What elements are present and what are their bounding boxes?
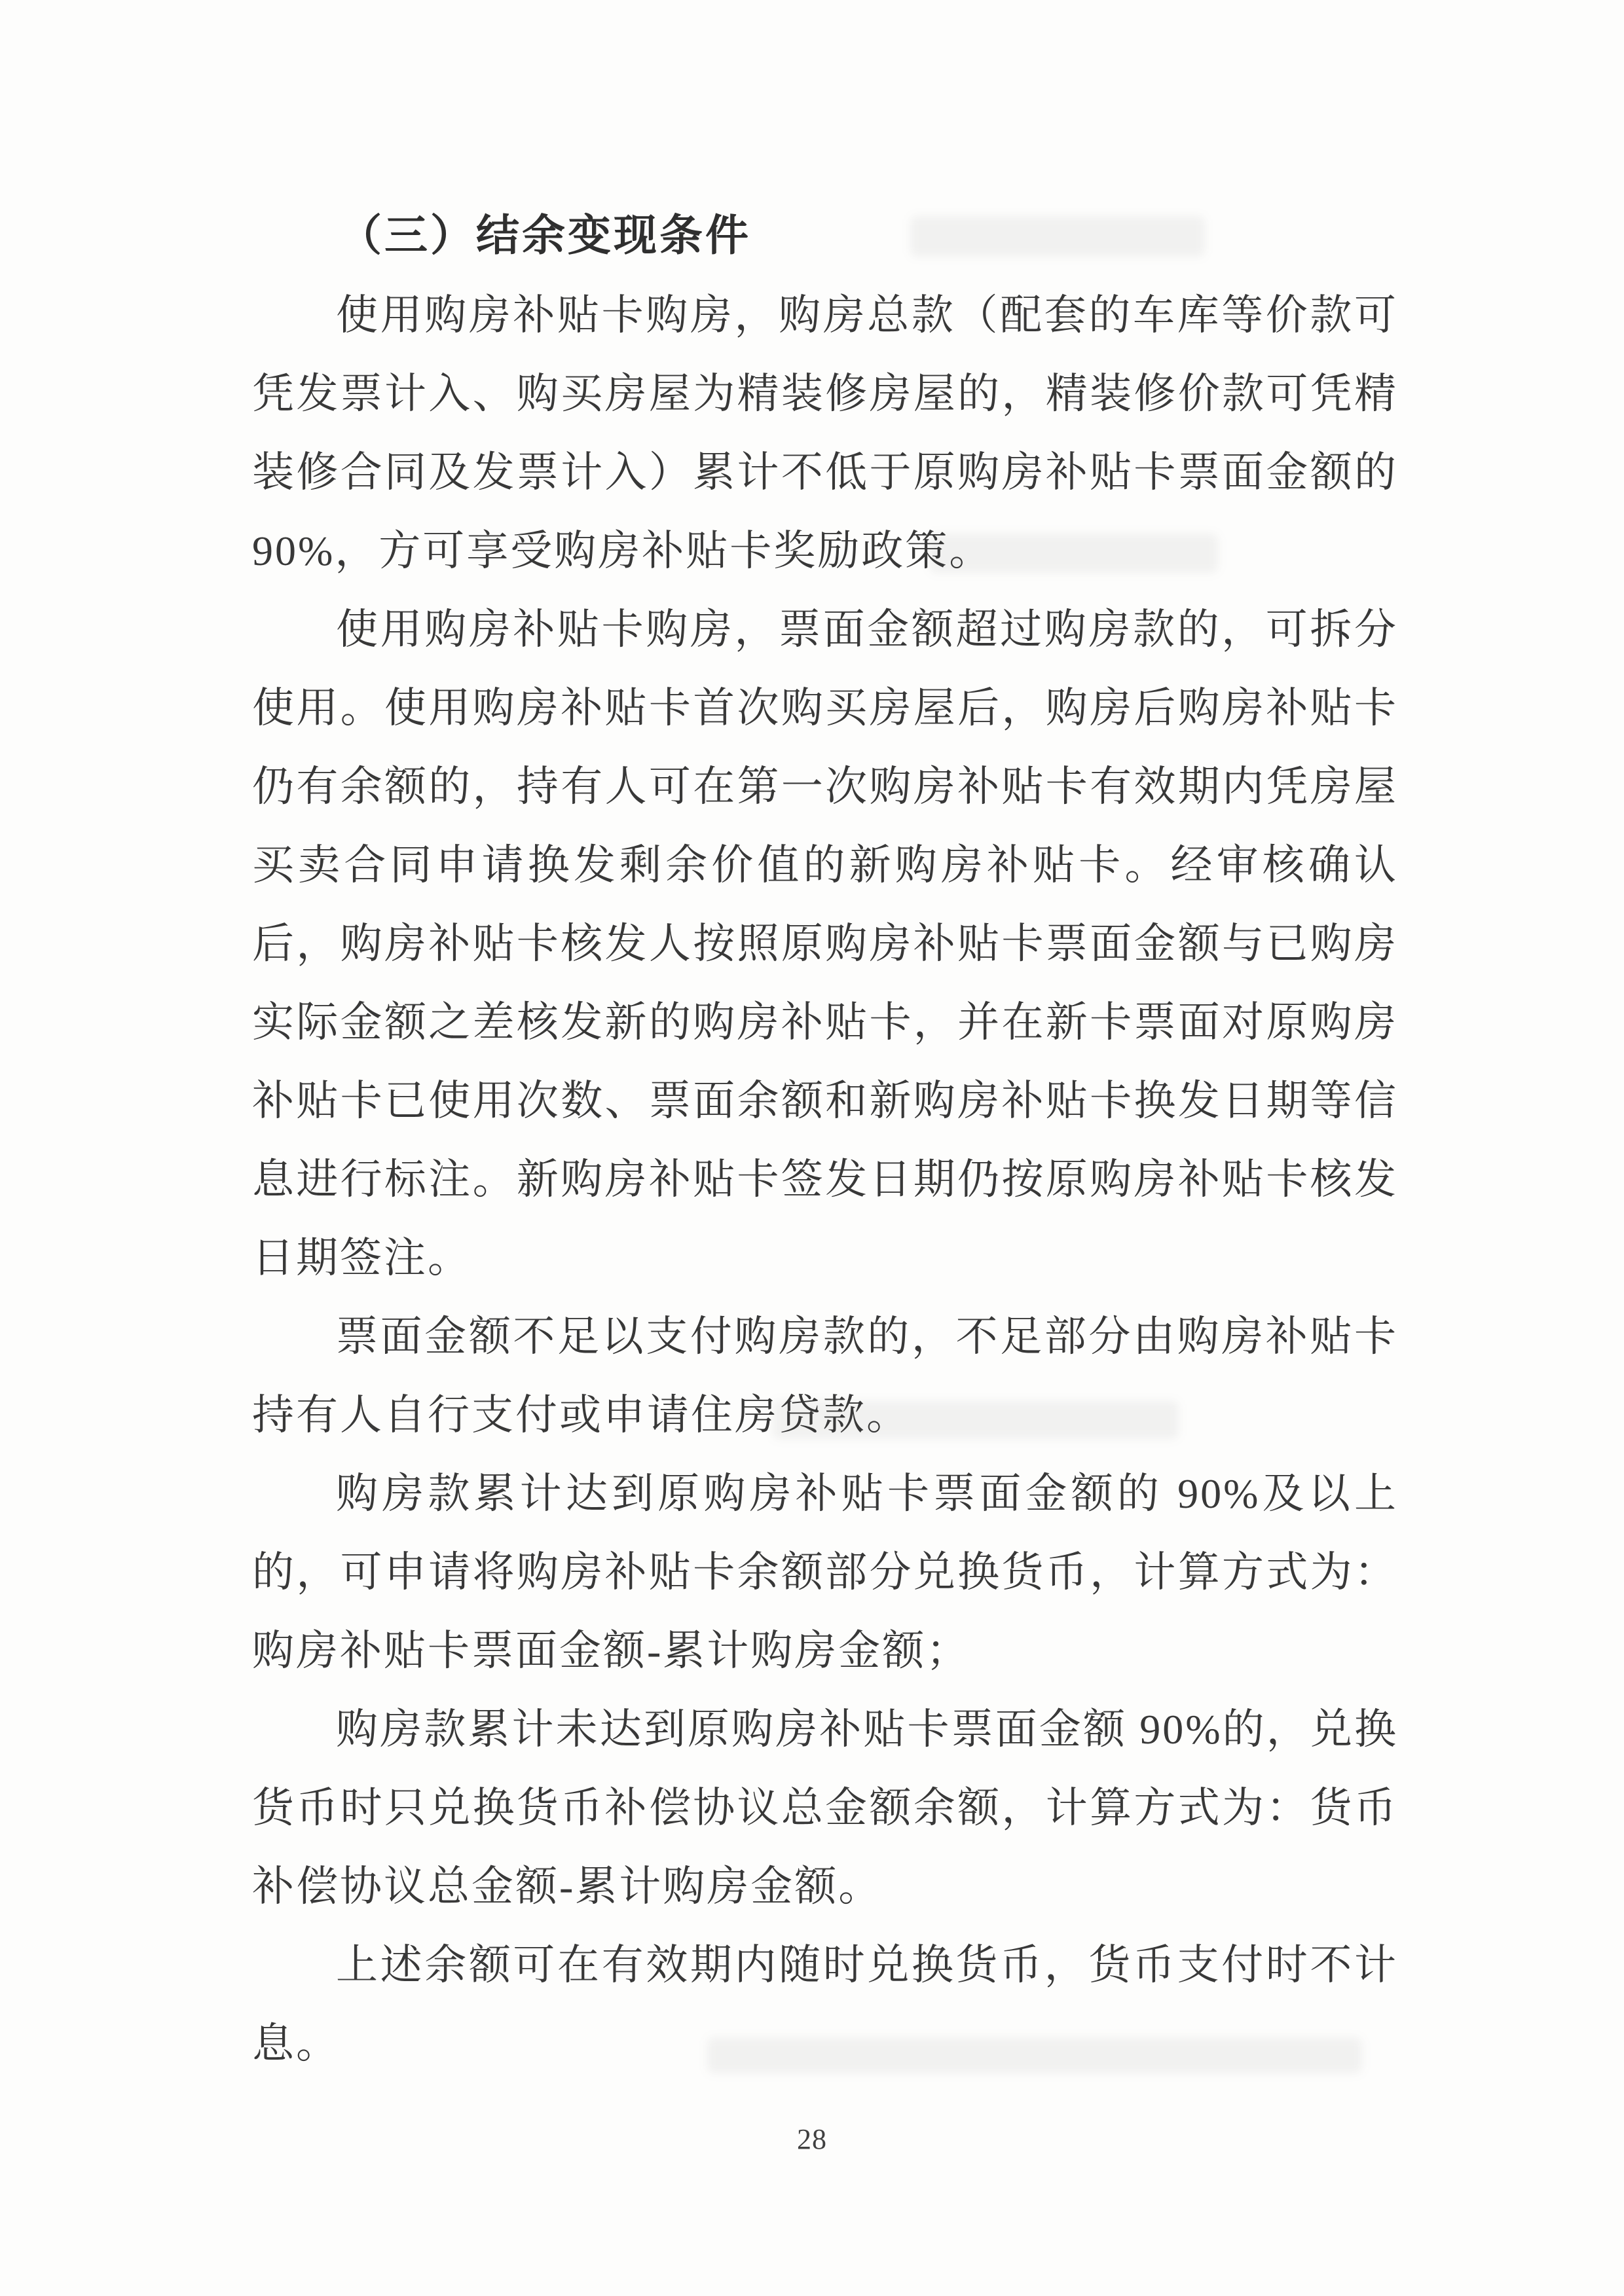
paragraph-over-90-percent-exchange: 购房款累计达到原购房补贴卡票面金额的 90%及以上的，可申请将购房补贴卡余额部分兑换货币，计算方式为：购房补贴卡票面金额-累计购房金额； xyxy=(252,1470,1398,1674)
paragraph-split-use-reissue: 使用购房补贴卡购房，票面金额超过购房款的，可拆分使用。使用购房补贴卡首次购买房屋后，购房后购房补贴卡仍有余额的，持有人可在第一次购房补贴卡有效期内凭房屋买卖合同申请换发剩余价值的新购房补贴卡。经审核确认后，购房补贴卡核发人按照原购房补贴卡票面金额与已购房实际金额之差核发新的购房补贴卡，并在新卡票面对原购房补贴卡已使用次数、票面余额和新购房补贴卡换发日期等信息进行标注。新购房补贴卡签发日期仍按原购房补贴卡核发日期签注。 xyxy=(252,606,1398,1281)
section-heading: （三）结余变现条件 xyxy=(339,212,751,260)
page-number: 28 xyxy=(797,2123,827,2155)
paragraph-shortfall-payment: 票面金额不足以支付购房款的，不足部分由购房补贴卡持有人自行支付或申请住房贷款。 xyxy=(252,1313,1398,1438)
paragraph-balance-exchange-no-interest: 上述余额可在有效期内随时兑换货币，货币支付时不计息。 xyxy=(252,1942,1398,2067)
paragraph-usage-total: 使用购房补贴卡购房，购房总款（配套的车库等价款可凭发票计入、购买房屋为精装修房屋的，精装修价款可凭精装修合同及发票计入）累计不低于原购房补贴卡票面金额的90%，方可享受购房补贴卡奖励政策。 xyxy=(252,292,1398,574)
paragraph-under-90-percent-exchange: 购房款累计未达到原购房补贴卡票面金额 90%的，兑换货币时只兑换货币补偿协议总金额余额，计算方式为：货币补偿协议总金额-累计购房金额。 xyxy=(252,1706,1398,1910)
text-block xyxy=(252,196,1398,2083)
